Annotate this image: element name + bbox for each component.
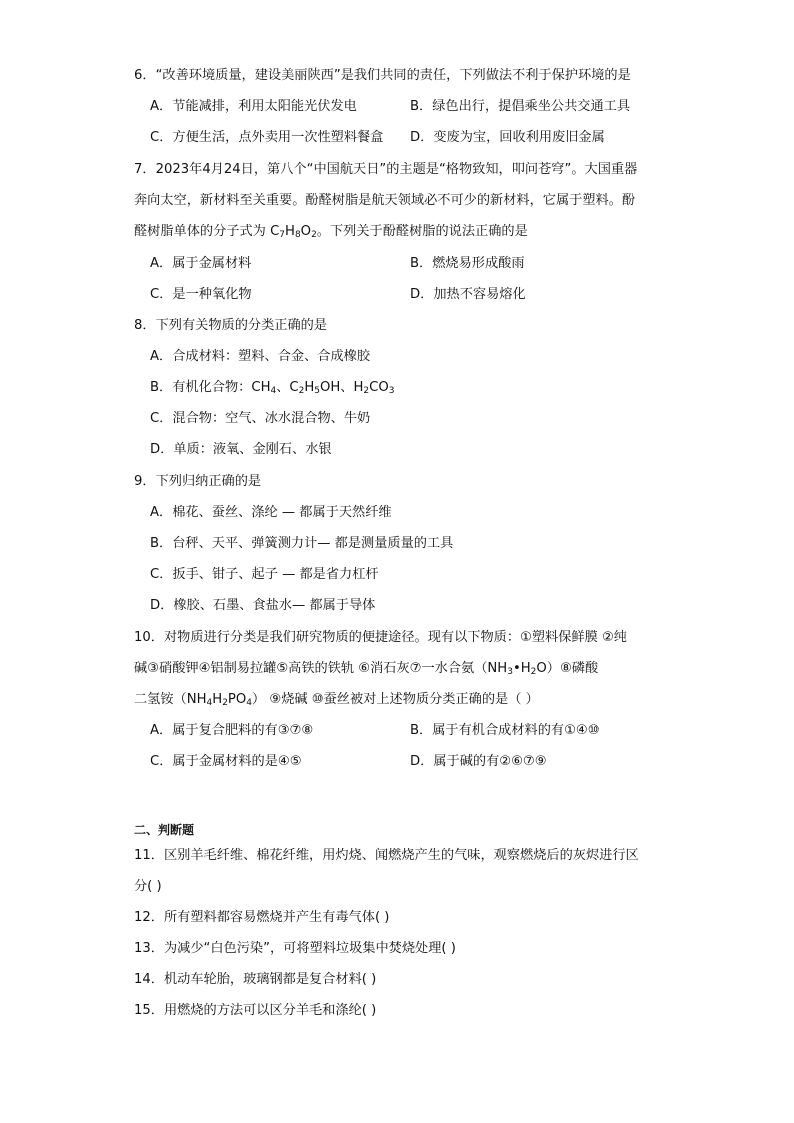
question-10-option-b: B．属于有机合成材料的有①④⑩ — [410, 723, 600, 738]
question-10-stem-line2: 碱③硝酸钾④铝制易拉罐⑤高铁的铁轨 ⑥消石灰⑦一水合氨$(NH_3•H_2O)⑧$磷酸 — [134, 661, 599, 677]
question-11-line1: 11．区别羊毛纤维、棉花纤维，用灼烧、闻燃烧产生的气味，观察燃烧后的灰烬进行区 — [134, 848, 639, 863]
question-6-option-b: B．绿色出行，提倡乘坐公共交通工具 — [410, 99, 631, 114]
question-10-option-d: D．属于碱的有②⑥⑦⑨ — [410, 754, 547, 769]
question-15: 15．用燃烧的方法可以区分羊毛和涤纶( ) — [134, 1003, 377, 1018]
question-6-option-d: D．变废为宝，回收利用废旧金属 — [410, 130, 605, 145]
question-11-line2: 分( ) — [134, 879, 162, 894]
question-6-stem: 6．“改善环境质量，建设美丽陕西”是我们共同的责任，下列做法不利于保护环境的是 — [134, 68, 631, 83]
question-9-stem: 9．下列归纳正确的是 — [134, 474, 262, 489]
question-6-option-c: C．方便生活，点外卖用一次性塑料餐盒 — [150, 130, 384, 145]
question-14: 14．机动车轮胎，玻璃钢都是复合材料( ) — [134, 972, 377, 987]
question-9-option-b: B．台秤、天平、弹簧测力计— 都是测量质量的工具 — [150, 536, 454, 551]
question-7-option-b: B．燃烧易形成酸雨 — [410, 256, 525, 271]
question-6-option-a: A．节能减排，利用太阳能光伏发电 — [150, 99, 357, 114]
question-7-stem-line3: 醛树脂单体的分子式为 $C_7H_8O_2$。下列关于酚醛树脂的说法正确的是 — [134, 224, 528, 240]
question-7-option-c: C．是一种氧化物 — [150, 287, 252, 302]
section-title-judgment: 二、判断题 — [134, 823, 195, 837]
question-9-option-d: D．橡胶、石墨、食盐水— 都属于导体 — [150, 598, 376, 613]
question-8-option-a: A．合成材料：塑料、合金、合成橡胶 — [150, 349, 371, 364]
question-7-stem-line1: 7．2023年4月24日，第八个“中国航天日”的主题是“格物致知，叩问苍穹”。大国重器 — [134, 162, 638, 177]
question-8-stem: 8．下列有关物质的分类正确的是 — [134, 318, 328, 333]
question-10-option-c: C．属于金属材料的是④⑤ — [150, 754, 302, 769]
question-7-option-a: A．属于金属材料 — [150, 256, 252, 271]
question-10-stem-line1: 10．对物质进行分类是我们研究物质的便捷途径。现有以下物质：①塑料保鲜膜 ②纯 — [134, 630, 627, 645]
question-9-option-a: A．棉花、蚕丝、涤纶 — 都属于天然纤维 — [150, 505, 392, 520]
question-10-option-a: A．属于复合肥料的有③⑦⑧ — [150, 723, 314, 738]
question-8-option-c: C．混合物：空气、冰水混合物、牛奶 — [150, 411, 371, 426]
question-12: 12．所有塑料都容易燃烧并产生有毒气体( ) — [134, 910, 390, 925]
question-9-option-c: C．扳手、钳子、起子 — 都是省力杠杆 — [150, 567, 379, 582]
question-8-option-b: B．有机化合物：$CH_4$、$C_2H_5OH$、$H_2CO_3$ — [150, 380, 395, 396]
question-10-stem-line3: 二氢铵$(NH_4H_2PO_4)$ ⑨烧碱 ⑩蚕丝被对上述物质分类正确的是（ ） — [134, 692, 539, 708]
question-8-option-d: D．单质：液氧、金刚石、水银 — [150, 442, 332, 457]
question-13: 13．为减少“白色污染”，可将塑料垃圾集中焚烧处理( ) — [134, 941, 456, 956]
question-7-option-d: D．加热不容易熔化 — [410, 287, 526, 302]
question-7-stem-line2: 奔向太空，新材料至关重要。酚醛树脂是航天领域必不可少的新材料，它属于塑料。酚 — [134, 193, 636, 208]
